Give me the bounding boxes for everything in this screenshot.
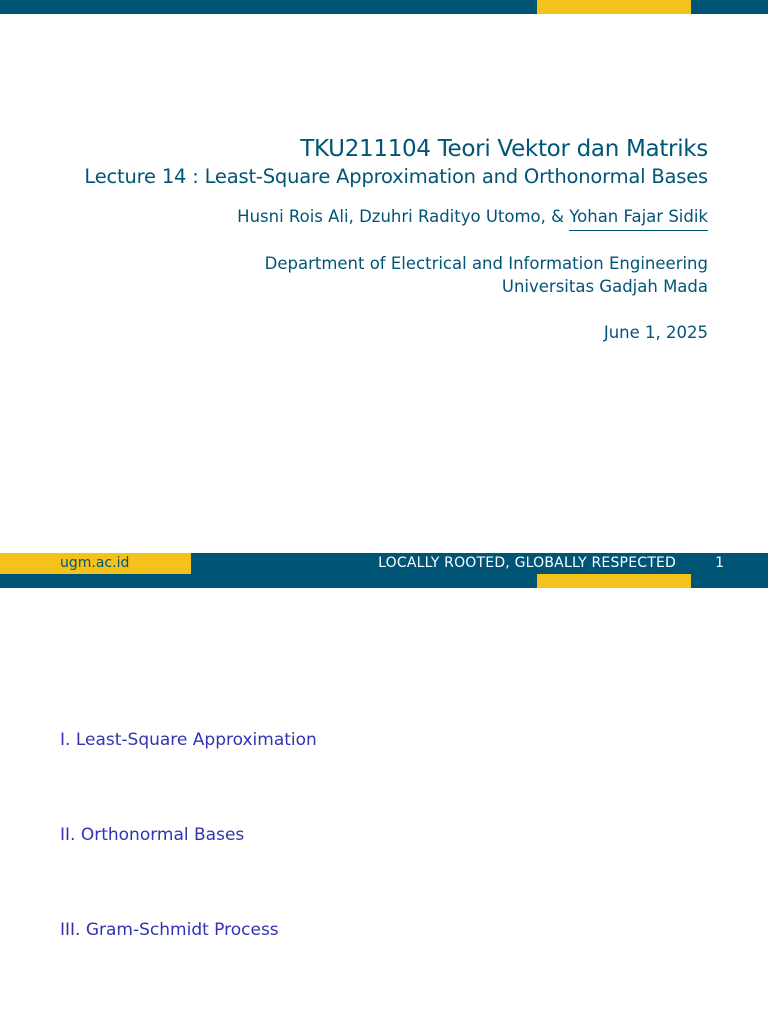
outline-item-gram-schmidt[interactable]: III. Gram-Schmidt Process [60,920,279,940]
outline-slide [0,588,768,1024]
presentation-subtitle: Lecture 14 : Least-Square Approximation and Orthonormal Bases [84,165,708,188]
top-header-strip [0,0,768,14]
footer-motto: LOCALLY ROOTED, GLOBALLY RESPECTED [378,555,676,571]
footer-website[interactable]: ugm.ac.id [0,553,191,574]
institute [8,252,708,298]
presentation-title: TKU211104 Teori Vektor dan Matriks [300,136,708,162]
page-number: 1 [715,555,724,571]
presentation-date: June 1, 2025 [603,323,708,342]
presenter-name: Yohan Fajar Sidik [569,207,708,231]
bottom-strip [0,574,768,588]
footer-bar [0,553,768,574]
university-name: Universitas Gadjah Mada [501,277,708,296]
outline-list [60,728,317,1013]
authors-list: Husni Rois Ali, Dzuhri Radityo Utomo, & [237,207,570,226]
top-accent-bar [537,0,691,14]
title-block [8,134,708,344]
authors-line [8,206,708,228]
bottom-accent-bar [537,574,691,588]
department-name: Department of Electrical and Information Engineering [264,254,708,273]
outline-item-orthonormal-bases[interactable]: II. Orthonormal Bases [60,825,245,845]
outline-item-least-square[interactable]: I. Least-Square Approximation [60,730,317,750]
